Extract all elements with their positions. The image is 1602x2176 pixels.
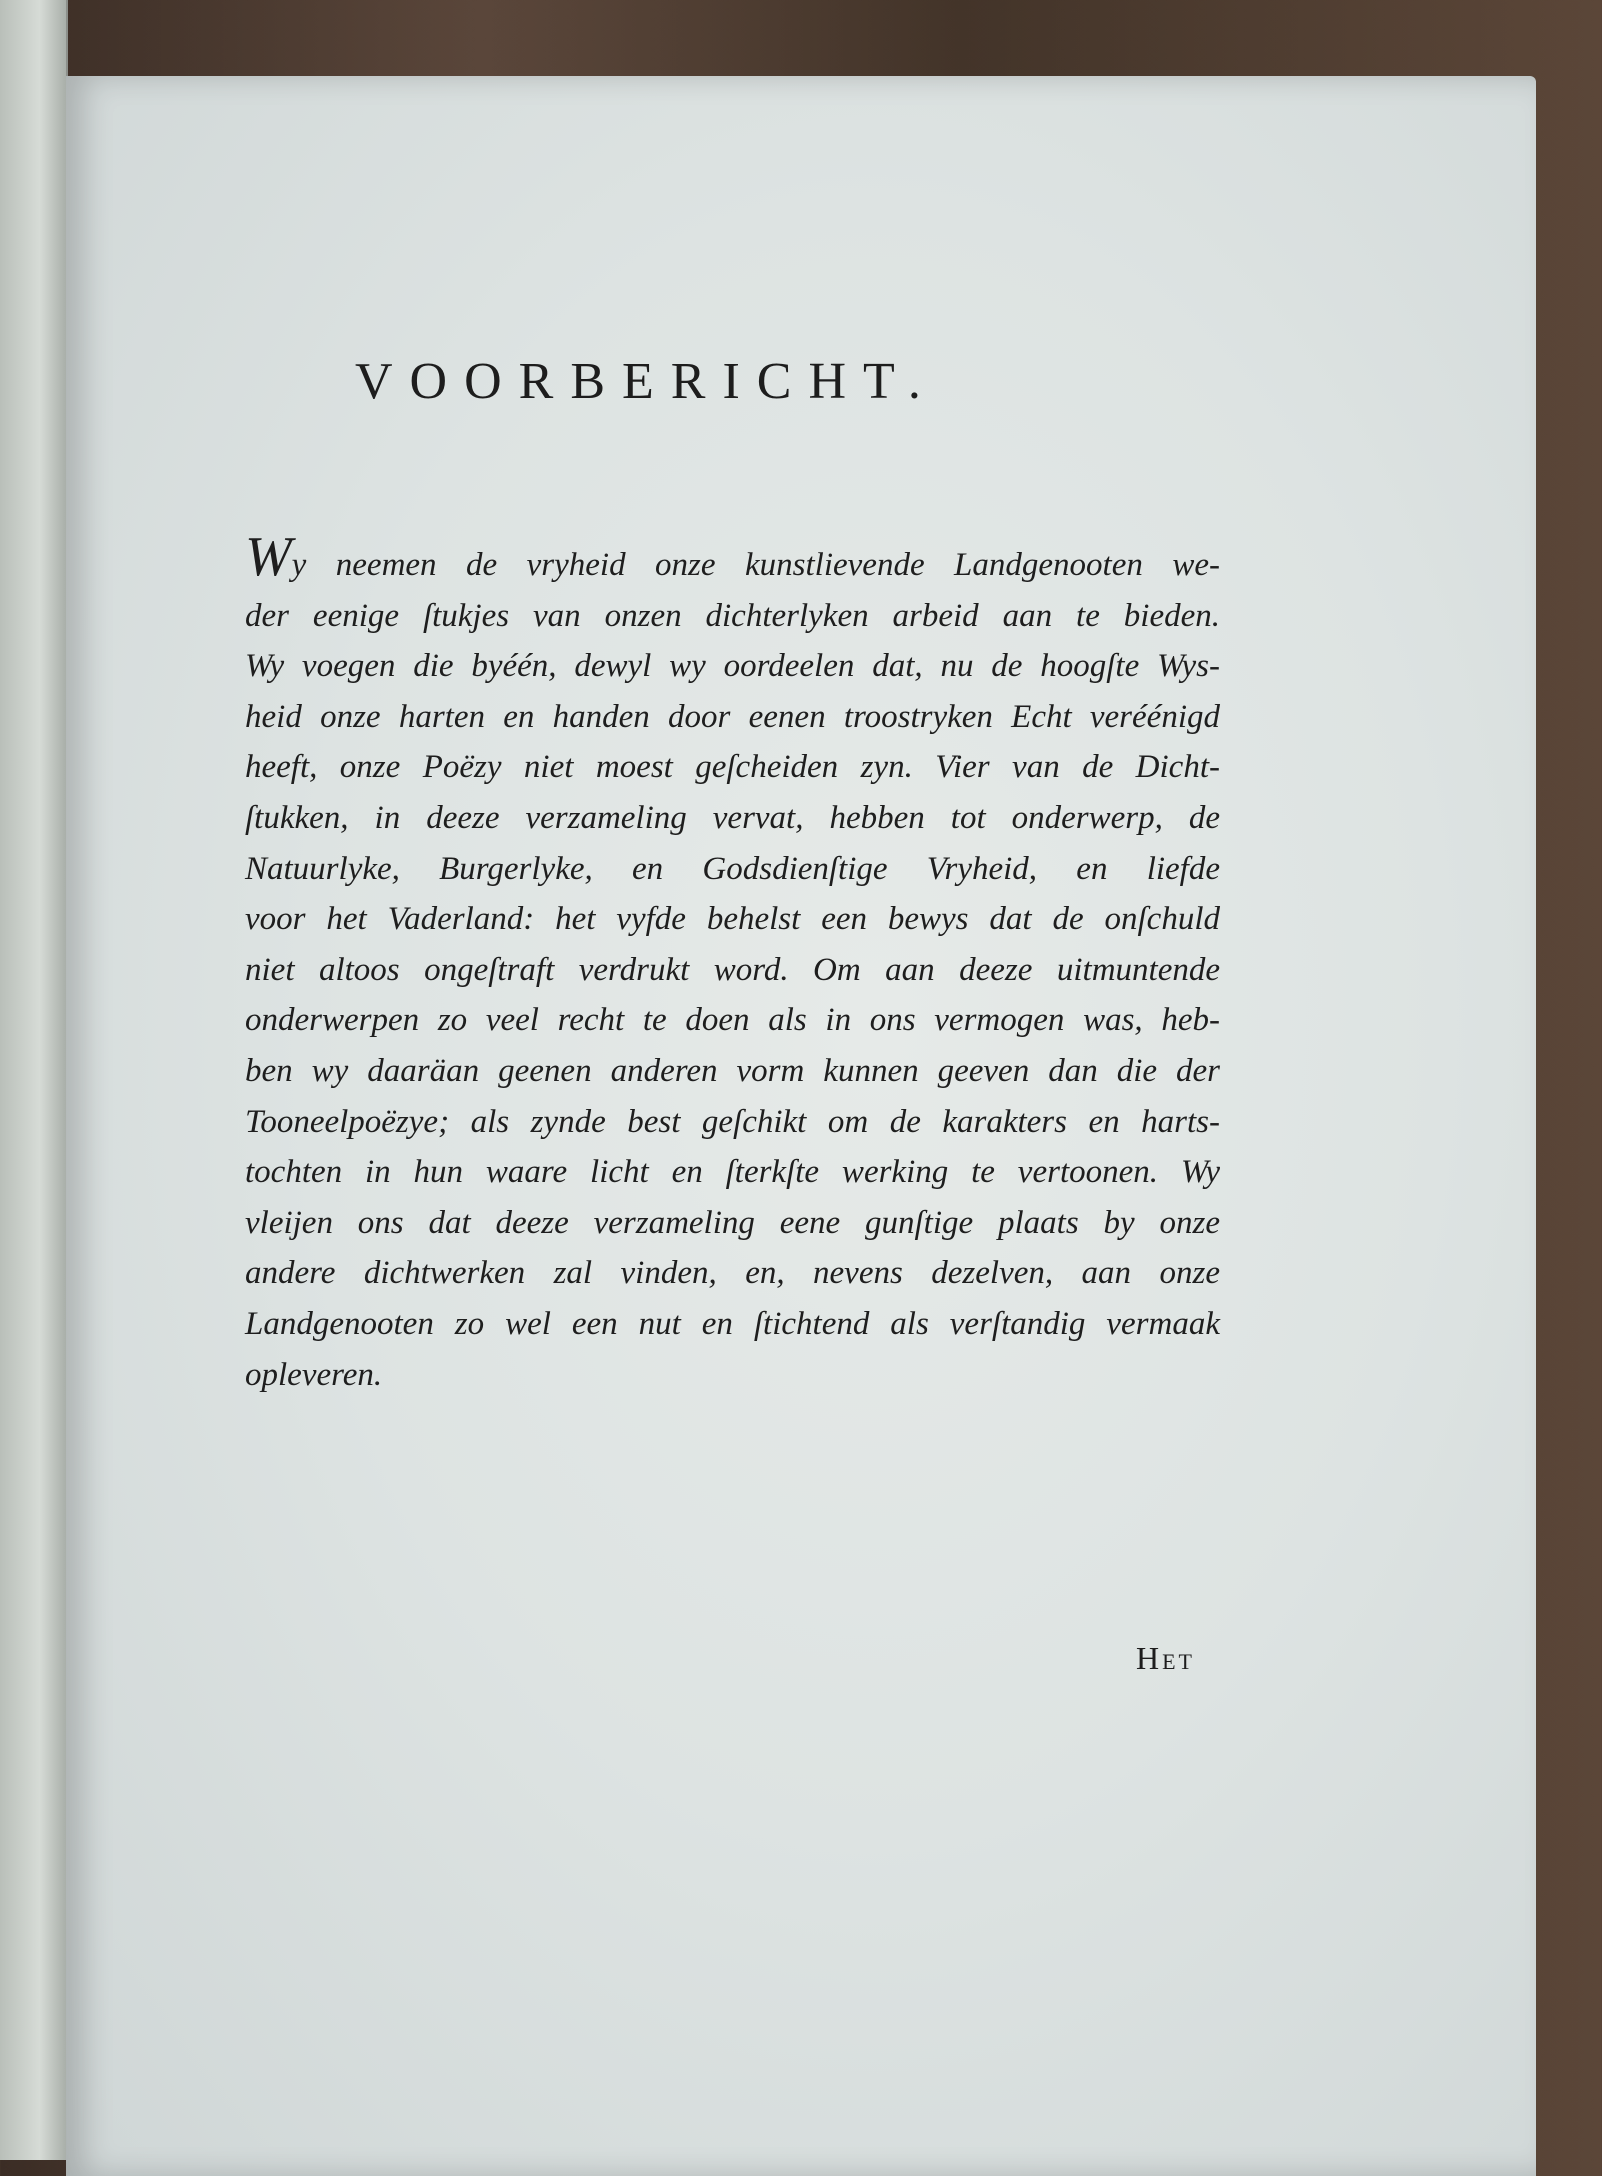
text-line: heeft, onze Poëzy niet moest geſcheiden zyn. Vier van de Dicht- — [245, 749, 1220, 786]
text-line: Wy voegen die byéén, dewyl wy oordeelen dat, nu de hoogſte Wys- — [245, 648, 1220, 685]
text-line: heid onze harten en handen door eenen troostryken Echt veréénigd — [245, 698, 1220, 735]
page-title: VOORBERICHT. — [355, 353, 938, 410]
text-line-1 — [245, 526, 1220, 591]
text-line: onderwerpen zo veel recht te doen als in ons vermogen was, heb- — [245, 1002, 1220, 1039]
first-line-text: y neemen de vryheid onze kunstlievende Landgenooten we- — [291, 547, 1220, 583]
catchword: Het — [1136, 1640, 1195, 1676]
text-line: Natuurlyke, Burgerlyke, en Godsdienſtige Vryheid, en liefde — [245, 850, 1220, 887]
text-line-last: opleveren. — [245, 1356, 383, 1393]
text-line: vleijen ons dat deeze verzameling eene gunſtige plaats by onze — [245, 1204, 1220, 1241]
text-line: ben wy daaräan geenen anderen vorm kunnen geeven dan die der — [245, 1052, 1220, 1089]
facing-page-edge — [0, 0, 68, 2160]
text-line: Tooneelpoëzye; als zynde best geſchikt om de karakters en harts- — [245, 1103, 1220, 1140]
text-line: tochten in hun waare licht en ſterkſte werking te vertoonen. Wy — [245, 1154, 1220, 1191]
text-line: Landgenooten zo wel een nut en ſtichtend als verſtandig vermaak — [245, 1305, 1220, 1342]
text-line: niet altoos ongeſtraft verdrukt word. Om aan deeze uitmuntende — [245, 951, 1220, 988]
drop-cap: W — [245, 526, 292, 588]
text-line: voor het Vaderland: het vyfde behelst een bewys dat de onſchuld — [245, 901, 1220, 938]
text-line: andere dichtwerken zal vinden, en, nevens dezelven, aan onze — [245, 1255, 1220, 1292]
text-line: der eenige ſtukjes van onzen dichterlyken arbeid aan te bieden. — [245, 597, 1220, 634]
text-line: ſtukken, in deeze verzameling vervat, hebben tot onderwerp, de — [245, 799, 1220, 836]
preface-text — [245, 526, 1220, 1400]
